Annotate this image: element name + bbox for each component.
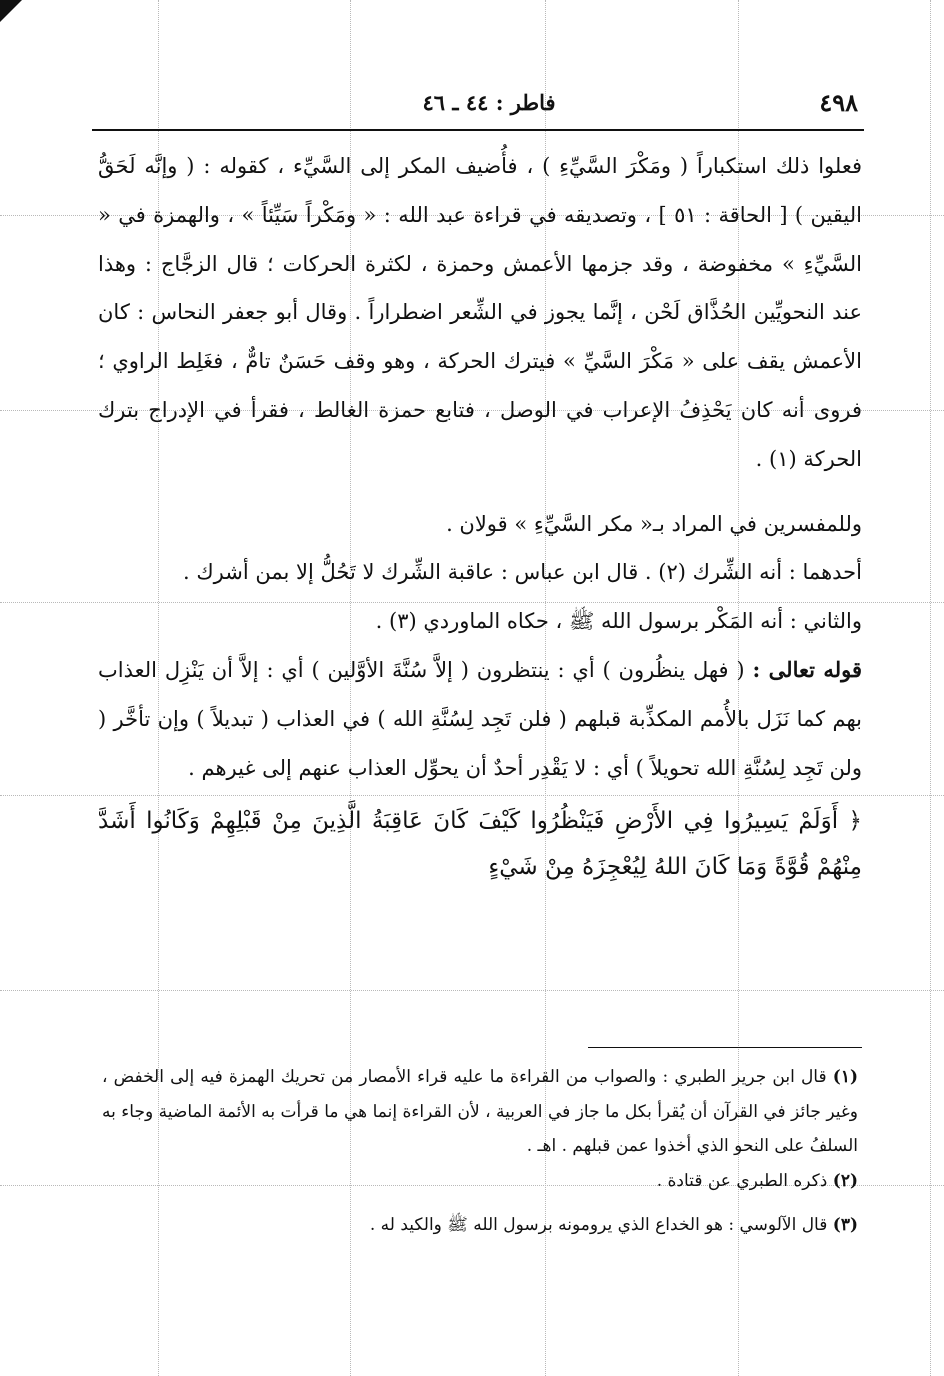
- main-text: [98, 142, 862, 890]
- footnote-marker: (٣): [832, 1215, 858, 1235]
- page-header: [120, 84, 858, 120]
- paragraph: وللمفسرين في المراد بـ« مكر السَّيِّءِ » قولان .: [446, 511, 862, 536]
- header-rule: [92, 129, 864, 131]
- footnote-text: ذكره الطبري عن قتادة .: [656, 1170, 833, 1191]
- scan-grid-line: [0, 990, 944, 991]
- paragraph: فعلوا ذلك استكباراً ( ومَكْرَ السَّيِّءِ ) ، فأُضيف المكر إلى السَّيِّء ، كقوله : ( وإنَّه لَحَقُّ اليقين ) [ الحاقة : ٥١ ] ، وتصديقه في قراءة عبد الله : « ومَكْراً سَيِّئاً » ، والهمزة في « السَّيِّءِ » مخفوضة ، وقد جزمها الأعمش وحمزة ، لكثرة الحركات ؛ قال الزجَّاج : وهذا عند النحويِّين الحُذَّاق لَحْن ، إنَّما يجوز في الشِّعر اضطراراً . وقال أبو جعفر النحاس : كان الأعمش يقف على « مَكْرَ السَّيِّ » فيترك الحركة ، وهو وقف حَسَنٌ تامٌّ ، فغَلِط الراوي ؛ فروى أنه كان يَحْذِفُ الإعراب في الوصل ، فتابع حمزة الغالط ، فقرأ في الإدراج بترك الحركة (١) .: [98, 154, 863, 471]
- running-title: فاطر : ٤٤ ـ ٤٦: [422, 90, 556, 115]
- paragraph: أحدهما : أنه الشِّرك (٢) . قال ابن عباس : عاقبة الشِّرك لا تَحُلُّ إلا بمن أشرك .: [183, 560, 862, 585]
- footnote-marker: (١): [832, 1067, 858, 1087]
- footnote: [102, 1208, 858, 1243]
- footnote-text: قال الآلوسي : هو الخداع الذي يرومونه برسول الله ﷺ والكيد له .: [369, 1215, 833, 1235]
- footnotes: [102, 1060, 858, 1243]
- footnote: [102, 1060, 858, 1164]
- scan-grid-line: [930, 0, 931, 1376]
- commentary-label: قوله تعالى :: [752, 656, 862, 682]
- footnote-text: قال ابن جرير الطبري : والصواب من القراءة ما عليه قراء الأمصار من تحريك الهمزة فيه إلى الخفض ، وغير جائز في القرآن أن يُقرأ بكل ما جاز في العربية ، لأن القراءة إنما هي ما قرأت به الأئمة الماضية وجاء به السلفُ على النحو الذي أخذوا عمن قبلهم . اهـ .: [102, 1067, 858, 1156]
- footnote-rule: [588, 1047, 862, 1048]
- page-number: ٤٩٨: [819, 88, 858, 117]
- paragraph: والثاني : أنه المَكْر برسول الله ﷺ ، حكاه الماوردي (٣) .: [375, 609, 862, 634]
- commentary-text: ( فهل ينظُرون ) أي : ينتظرون ( إلاَّ سُنَّةَ الأوَّلين ) أي : إلاَّ أن يَنْزِل العذاب بهم كما نَزَل بالأُمم المكذِّبة قبلهم ( فلن تَجِد لِسُنَّةِ الله ) في العذاب ( تبديلاً ) وإن تأخَّر ( ولن تَجِد لِسُنَّةِ الله تحويلاً ) أي : لا يَقْدِر أحدٌ أن يحوِّل العذاب عنهم إلى غيرهم .: [98, 657, 862, 780]
- paragraph: [98, 646, 862, 792]
- quran-verse: ﴿ أَوَلَمْ يَسِيرُوا فِي الأَرْضِ فَيَنْظُرُوا كَيْفَ كَانَ عَاقِبَةُ الَّذِينَ مِنْ قَبْلِهِمْ وَكَانُوا أَشَدَّ مِنْهُمْ قُوَّةً وَمَا كَانَ اللهُ لِيُعْجِزَهُ مِنْ شَيْءٍ: [98, 808, 862, 881]
- scan-corner-mark: [0, 0, 22, 22]
- footnote-marker: (٢): [832, 1170, 858, 1191]
- footnote: [102, 1164, 858, 1199]
